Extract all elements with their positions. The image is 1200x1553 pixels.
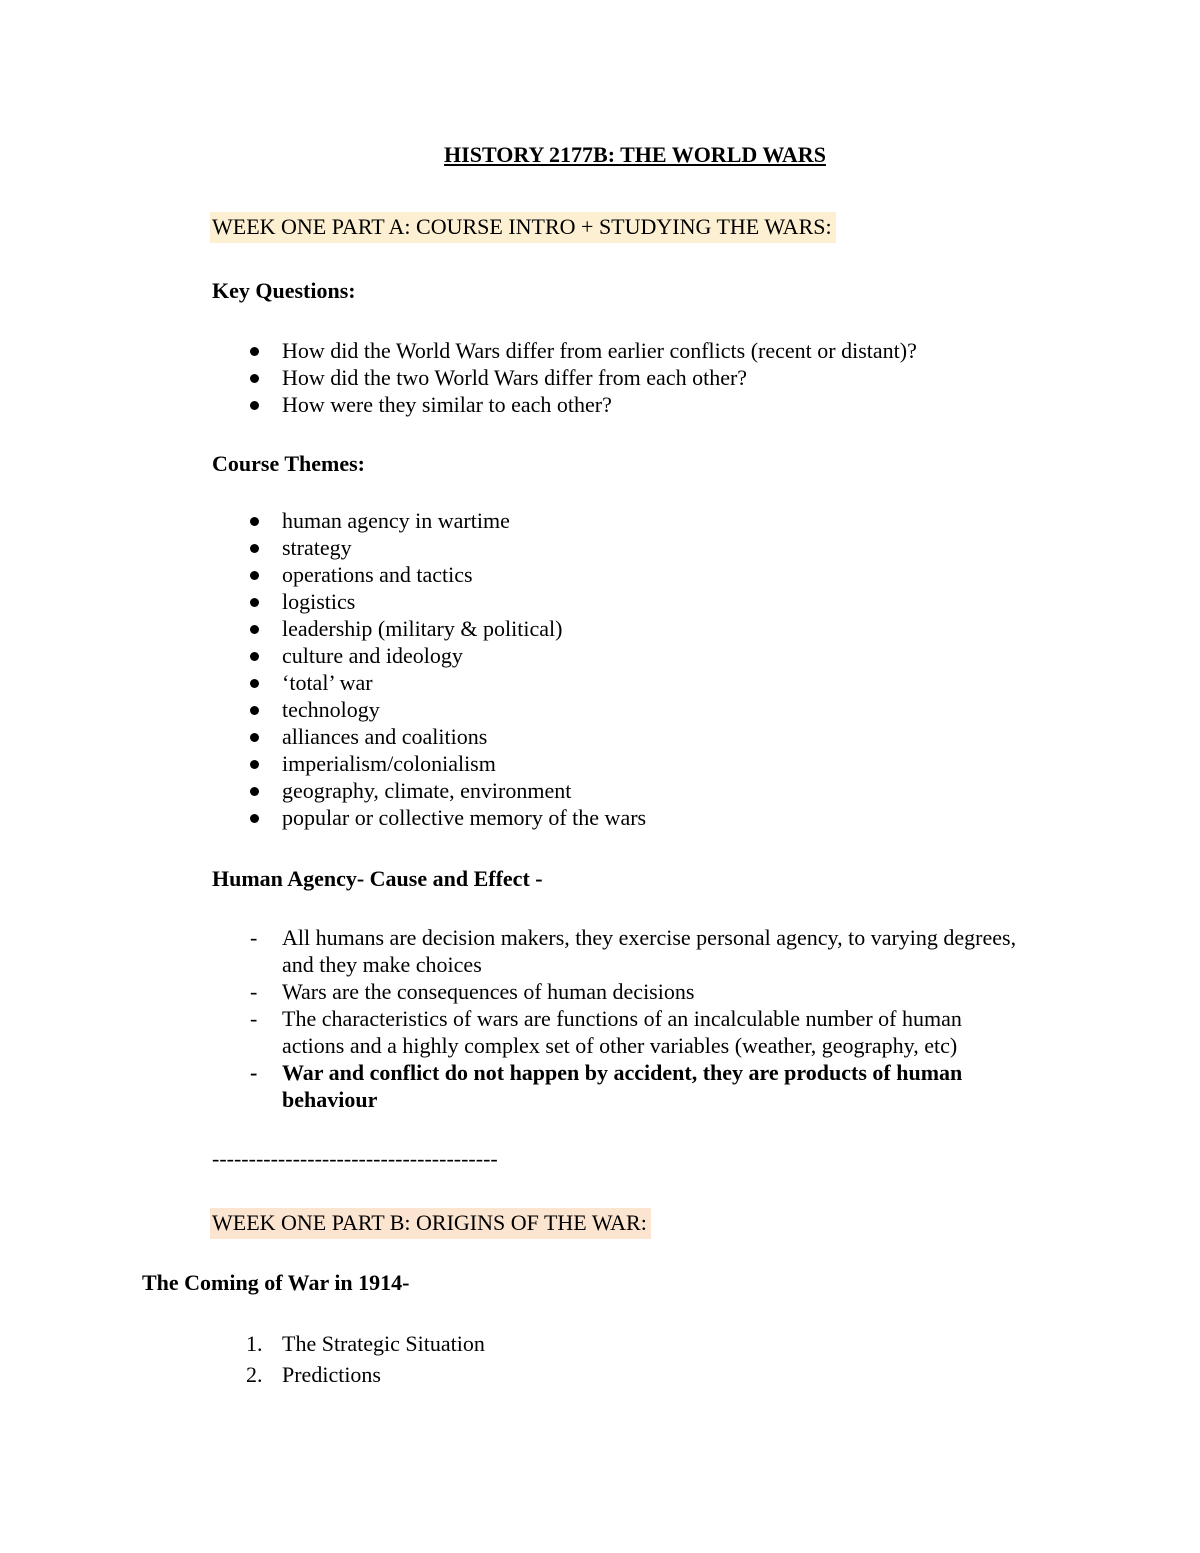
bullet-icon xyxy=(250,787,259,796)
list-item: geography, climate, environment xyxy=(212,777,646,804)
course-themes-label: Course Themes: xyxy=(212,451,365,476)
bullet-icon xyxy=(250,760,259,769)
course-themes-list xyxy=(212,507,646,831)
bullet-icon xyxy=(250,733,259,742)
list-item: strategy xyxy=(212,534,646,561)
bullet-icon xyxy=(250,544,259,553)
list-item: - The characteristics of wars are functions of an incalculable number of human actions and a highly complex set of other variables (weather, geography, etc) xyxy=(250,1006,962,1058)
dash-marker: - xyxy=(250,1006,258,1031)
part-b-heading-wrapper xyxy=(210,1210,651,1236)
human-agency-list xyxy=(212,924,1022,1113)
list-number: 1. xyxy=(246,1331,263,1356)
dash-marker: - xyxy=(250,1060,258,1085)
list-item: ‘total’ war xyxy=(212,669,646,696)
list-item: How were they similar to each other? xyxy=(212,391,917,418)
list-item: popular or collective memory of the wars xyxy=(212,804,646,831)
document-title: HISTORY 2177B: THE WORLD WARS xyxy=(444,142,826,167)
dash-marker: - xyxy=(250,979,258,1004)
human-agency-label: Human Agency- Cause and Effect - xyxy=(212,866,543,891)
list-item: operations and tactics xyxy=(212,561,646,588)
list-item: leadership (military & political) xyxy=(212,615,646,642)
list-item: - War and conflict do not happen by accident, they are products of human behaviour xyxy=(250,1060,963,1112)
coming-of-war-list xyxy=(212,1328,485,1390)
bullet-icon xyxy=(250,598,259,607)
coming-of-war-label: The Coming of War in 1914- xyxy=(142,1270,410,1295)
list-item: human agency in wartime xyxy=(212,507,646,534)
list-item: technology xyxy=(212,696,646,723)
bullet-icon xyxy=(250,652,259,661)
list-item: How did the two World Wars differ from each other? xyxy=(212,364,917,391)
bullet-icon xyxy=(250,374,259,383)
list-item: logistics xyxy=(212,588,646,615)
bullet-icon xyxy=(250,625,259,634)
part-a-heading-wrapper xyxy=(210,214,836,240)
part-a-heading: WEEK ONE PART A: COURSE INTRO + STUDYING THE WARS: xyxy=(210,212,836,243)
bullet-icon xyxy=(250,347,259,356)
bullet-icon xyxy=(250,571,259,580)
key-questions-label: Key Questions: xyxy=(212,278,356,303)
list-item: 2. Predictions xyxy=(212,1359,485,1390)
list-item: - All humans are decision makers, they exercise personal agency, to varying degrees, and they make choices xyxy=(250,925,1017,977)
part-b-heading: WEEK ONE PART B: ORIGINS OF THE WAR: xyxy=(210,1208,651,1239)
bullet-icon xyxy=(250,706,259,715)
bullet-icon xyxy=(250,401,259,410)
list-item: imperialism/colonialism xyxy=(212,750,646,777)
list-item: 1. The Strategic Situation xyxy=(212,1328,485,1359)
list-item: How did the World Wars differ from earlier conflicts (recent or distant)? xyxy=(212,337,917,364)
section-divider: --------------------------------------- xyxy=(212,1146,498,1171)
list-number: 2. xyxy=(246,1362,263,1387)
bullet-icon xyxy=(250,814,259,823)
list-item: alliances and coalitions xyxy=(212,723,646,750)
key-questions-list xyxy=(212,337,917,418)
list-item: culture and ideology xyxy=(212,642,646,669)
dash-marker: - xyxy=(250,925,258,950)
bullet-icon xyxy=(250,679,259,688)
list-item: - Wars are the consequences of human decisions xyxy=(250,979,695,1004)
bullet-icon xyxy=(250,517,259,526)
